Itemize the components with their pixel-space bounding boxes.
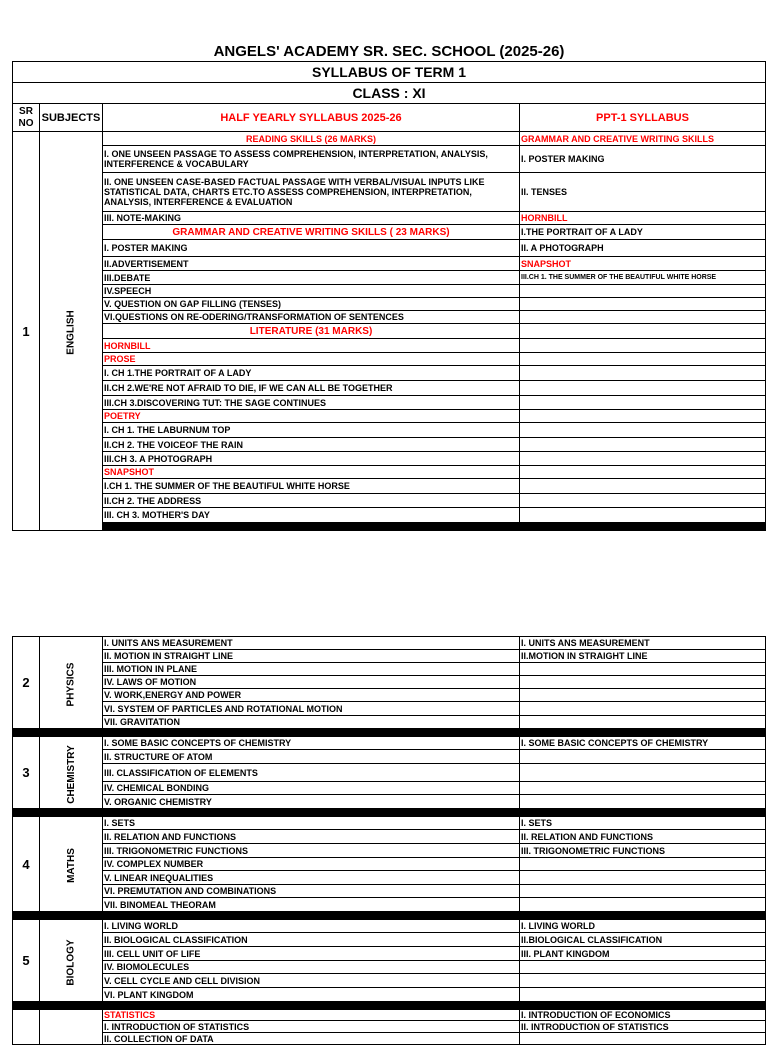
empty-cell: [520, 795, 766, 809]
chemistry-half-item: V. ORGANIC CHEMISTRY: [103, 795, 520, 809]
section-divider: [13, 809, 766, 817]
physics-srno: 2: [13, 637, 40, 729]
literature-item-1: I. CH 1.THE PORTRAIT OF A LADY: [103, 366, 520, 381]
empty-cell: [520, 353, 766, 366]
section-divider: [103, 523, 766, 531]
reading-item-3: III. NOTE-MAKING: [103, 212, 520, 225]
ppt-english-item-1: I. POSTER MAKING: [520, 146, 766, 173]
empty-cell: [520, 961, 766, 974]
biology-half-item: II. BIOLOGICAL CLASSIFICATION: [103, 933, 520, 947]
snapshot-heading: SNAPSHOT: [103, 466, 520, 479]
biology-half-item: IV. BIOMOLECULES: [103, 961, 520, 974]
poetry-item-1: I. CH 1. THE LABURNUM TOP: [103, 423, 520, 438]
maths-ppt-item: III. TRIGONOMETRIC FUNCTIONS: [520, 844, 766, 858]
syllabus-title: SYLLABUS OF TERM 1: [13, 62, 766, 83]
empty-cell: [520, 1033, 766, 1045]
economics-srno: [13, 1010, 40, 1045]
physics-ppt-item: II.MOTION IN STRAIGHT LINE: [520, 650, 766, 663]
maths-half-item: VII. BINOMEAL THEORAM: [103, 898, 520, 912]
section-divider: [13, 1002, 766, 1010]
col-header-subjects: SUBJECTS: [40, 104, 103, 132]
biology-half-item: III. CELL UNIT OF LIFE: [103, 947, 520, 961]
chemistry-half-item: III. CLASSIFICATION OF ELEMENTS: [103, 764, 520, 782]
empty-cell: [520, 479, 766, 494]
biology-subject-cell: [40, 920, 103, 1002]
maths-srno: 4: [13, 817, 40, 912]
economics-ppt-item: II. INTRODUCTION OF STATISTICS: [520, 1021, 766, 1033]
col-header-srno: SR NO: [13, 104, 40, 132]
ppt-hornbill-heading: HORNBILL: [520, 212, 766, 225]
ppt-portrait-item: I.THE PORTRAIT OF A LADY: [520, 225, 766, 240]
grammar-heading: GRAMMAR AND CREATIVE WRITING SKILLS ( 23 MARKS): [103, 225, 520, 240]
ppt-summer-item: III.CH 1. THE SUMMER OF THE BEAUTIFUL WHITE HORSE: [520, 271, 766, 285]
maths-half-item: VI. PREMUTATION AND COMBINATIONS: [103, 885, 520, 898]
snapshot-item-2: II.CH 2. THE ADDRESS: [103, 494, 520, 508]
empty-cell: [520, 858, 766, 871]
science-syllabus-table: [12, 636, 766, 1045]
empty-cell: [520, 381, 766, 396]
ppt-snapshot-heading: SNAPSHOT: [520, 257, 766, 271]
snapshot-item-3: III. CH 3. MOTHER'S DAY: [103, 508, 520, 523]
empty-cell: [520, 396, 766, 410]
maths-half-item: II. RELATION AND FUNCTIONS: [103, 830, 520, 844]
chemistry-subject-label: CHEMISTRY: [65, 744, 77, 804]
literature-heading: LITERATURE (31 MARKS): [103, 324, 520, 339]
reading-item-1: I. ONE UNSEEN PASSAGE TO ASSESS COMPREHENSION, INTERPRETATION, ANALYSIS, INTERFERENCE & VOCABULARY: [103, 146, 520, 173]
biology-ppt-item: III. PLANT KINGDOM: [520, 947, 766, 961]
physics-half-item: V. WORK,ENERGY AND POWER: [103, 689, 520, 702]
section-divider: [13, 729, 766, 737]
maths-half-item: III. TRIGONOMETRIC FUNCTIONS: [103, 844, 520, 858]
empty-cell: [520, 988, 766, 1002]
empty-cell: [520, 324, 766, 339]
ppt-photograph-item: II. A PHOTOGRAPH: [520, 240, 766, 257]
col-header-ppt: PPT-1 SYLLABUS: [520, 104, 766, 132]
empty-cell: [520, 438, 766, 452]
physics-half-item: IV. LAWS OF MOTION: [103, 676, 520, 689]
economics-ppt-item: I. INTRODUCTION OF ECONOMICS: [520, 1010, 766, 1021]
empty-cell: [520, 339, 766, 353]
physics-subject-label: PHYSICS: [65, 662, 77, 706]
empty-cell: [520, 466, 766, 479]
biology-ppt-item: II.BIOLOGICAL CLASSIFICATION: [520, 933, 766, 947]
empty-cell: [520, 285, 766, 298]
empty-cell: [520, 689, 766, 702]
empty-cell: [520, 898, 766, 912]
empty-cell: [520, 494, 766, 508]
biology-ppt-item: I. LIVING WORLD: [520, 920, 766, 933]
grammar-item-4: IV.SPEECH: [103, 285, 520, 298]
empty-cell: [520, 366, 766, 381]
grammar-item-6: VI.QUESTIONS ON RE-ODERING/TRANSFORMATION OF SENTENCES: [103, 311, 520, 324]
physics-ppt-item: I. UNITS ANS MEASUREMENT: [520, 637, 766, 650]
physics-half-item: VI. SYSTEM OF PARTICLES AND ROTATIONAL MOTION: [103, 702, 520, 716]
economics-half-item: II. COLLECTION OF DATA: [103, 1033, 520, 1045]
economics-half-item: I. INTRODUCTION OF STATISTICS: [103, 1021, 520, 1033]
ppt-english-item-2: II. TENSES: [520, 173, 766, 212]
maths-subject-label: MATHS: [65, 848, 77, 883]
term1-syllabus-table: [12, 41, 766, 531]
chemistry-srno: 3: [13, 737, 40, 809]
literature-item-3: III.CH 3.DISCOVERING TUT: THE SAGE CONTINUES: [103, 396, 520, 410]
english-subject-label: ENGLISH: [65, 310, 77, 355]
maths-half-item: IV. COMPLEX NUMBER: [103, 858, 520, 871]
empty-cell: [520, 974, 766, 988]
empty-cell: [520, 410, 766, 423]
empty-cell: [520, 750, 766, 764]
physics-half-item: III. MOTION IN PLANE: [103, 663, 520, 676]
reading-item-2: II. ONE UNSEEN CASE-BASED FACTUAL PASSAGE WITH VERBAL/VISUAL INPUTS LIKE STATISTICAL DATA, CHARTS ETC.TO ASSESS COMPREHENSION, INTERPRETATION, ANALYSIS, INTERFERENCE & EVALUATION: [103, 173, 520, 212]
literature-item-2: II.CH 2.WE'RE NOT AFRAID TO DIE, IF WE CAN ALL BE TOGETHER: [103, 381, 520, 396]
english-subject-cell: [40, 132, 103, 531]
chemistry-subject-cell: [40, 737, 103, 809]
physics-subject-cell: [40, 637, 103, 729]
biology-half-item: VI. PLANT KINGDOM: [103, 988, 520, 1002]
chemistry-half-item: IV. CHEMICAL BONDING: [103, 782, 520, 795]
empty-cell: [520, 452, 766, 466]
maths-ppt-item: I. SETS: [520, 817, 766, 830]
empty-cell: [520, 871, 766, 885]
maths-subject-cell: [40, 817, 103, 912]
biology-srno: 5: [13, 920, 40, 1002]
poetry-heading: POETRY: [103, 410, 520, 423]
chemistry-half-item: II. STRUCTURE OF ATOM: [103, 750, 520, 764]
empty-cell: [520, 423, 766, 438]
empty-cell: [520, 885, 766, 898]
reading-skills-heading: READING SKILLS (26 MARKS): [103, 132, 520, 146]
english-srno: 1: [13, 132, 40, 531]
maths-half-item: V. LINEAR INEQUALITIES: [103, 871, 520, 885]
grammar-item-3: III.DEBATE: [103, 271, 520, 285]
biology-half-item: I. LIVING WORLD: [103, 920, 520, 933]
chemistry-half-item: I. SOME BASIC CONCEPTS OF CHEMISTRY: [103, 737, 520, 750]
physics-half-item: I. UNITS ANS MEASUREMENT: [103, 637, 520, 650]
poetry-item-3: III.CH 3. A PHOTOGRAPH: [103, 452, 520, 466]
col-header-half-yearly: HALF YEARLY SYLLABUS 2025-26: [103, 104, 520, 132]
biology-subject-label: BIOLOGY: [65, 938, 77, 986]
statistics-heading: STATISTICS: [103, 1010, 520, 1021]
ppt-grammar-heading: GRAMMAR AND CREATIVE WRITING SKILLS: [520, 132, 766, 146]
grammar-item-5: V. QUESTION ON GAP FILLING (TENSES): [103, 298, 520, 311]
empty-cell: [520, 311, 766, 324]
physics-half-item: II. MOTION IN STRAIGHT LINE: [103, 650, 520, 663]
economics-subject-cell: [40, 1010, 103, 1045]
prose-heading: PROSE: [103, 353, 520, 366]
hornbill-heading: HORNBILL: [103, 339, 520, 353]
maths-half-item: I. SETS: [103, 817, 520, 830]
school-title: ANGELS' ACADEMY SR. SEC. SCHOOL (2025-26): [13, 41, 766, 62]
empty-cell: [520, 508, 766, 523]
empty-cell: [520, 702, 766, 716]
empty-cell: [520, 663, 766, 676]
biology-half-item: V. CELL CYCLE AND CELL DIVISION: [103, 974, 520, 988]
grammar-item-1: I. POSTER MAKING: [103, 240, 520, 257]
section-divider: [13, 912, 766, 920]
poetry-item-2: II.CH 2. THE VOICEOF THE RAIN: [103, 438, 520, 452]
chemistry-ppt-item: I. SOME BASIC CONCEPTS OF CHEMISTRY: [520, 737, 766, 750]
empty-cell: [520, 764, 766, 782]
class-title: CLASS : XI: [13, 83, 766, 104]
empty-cell: [520, 298, 766, 311]
grammar-item-2: II.ADVERTISEMENT: [103, 257, 520, 271]
empty-cell: [520, 676, 766, 689]
physics-half-item: VII. GRAVITATION: [103, 716, 520, 729]
snapshot-item-1: I.CH 1. THE SUMMER OF THE BEAUTIFUL WHITE HORSE: [103, 479, 520, 494]
empty-cell: [520, 782, 766, 795]
maths-ppt-item: II. RELATION AND FUNCTIONS: [520, 830, 766, 844]
empty-cell: [520, 716, 766, 729]
